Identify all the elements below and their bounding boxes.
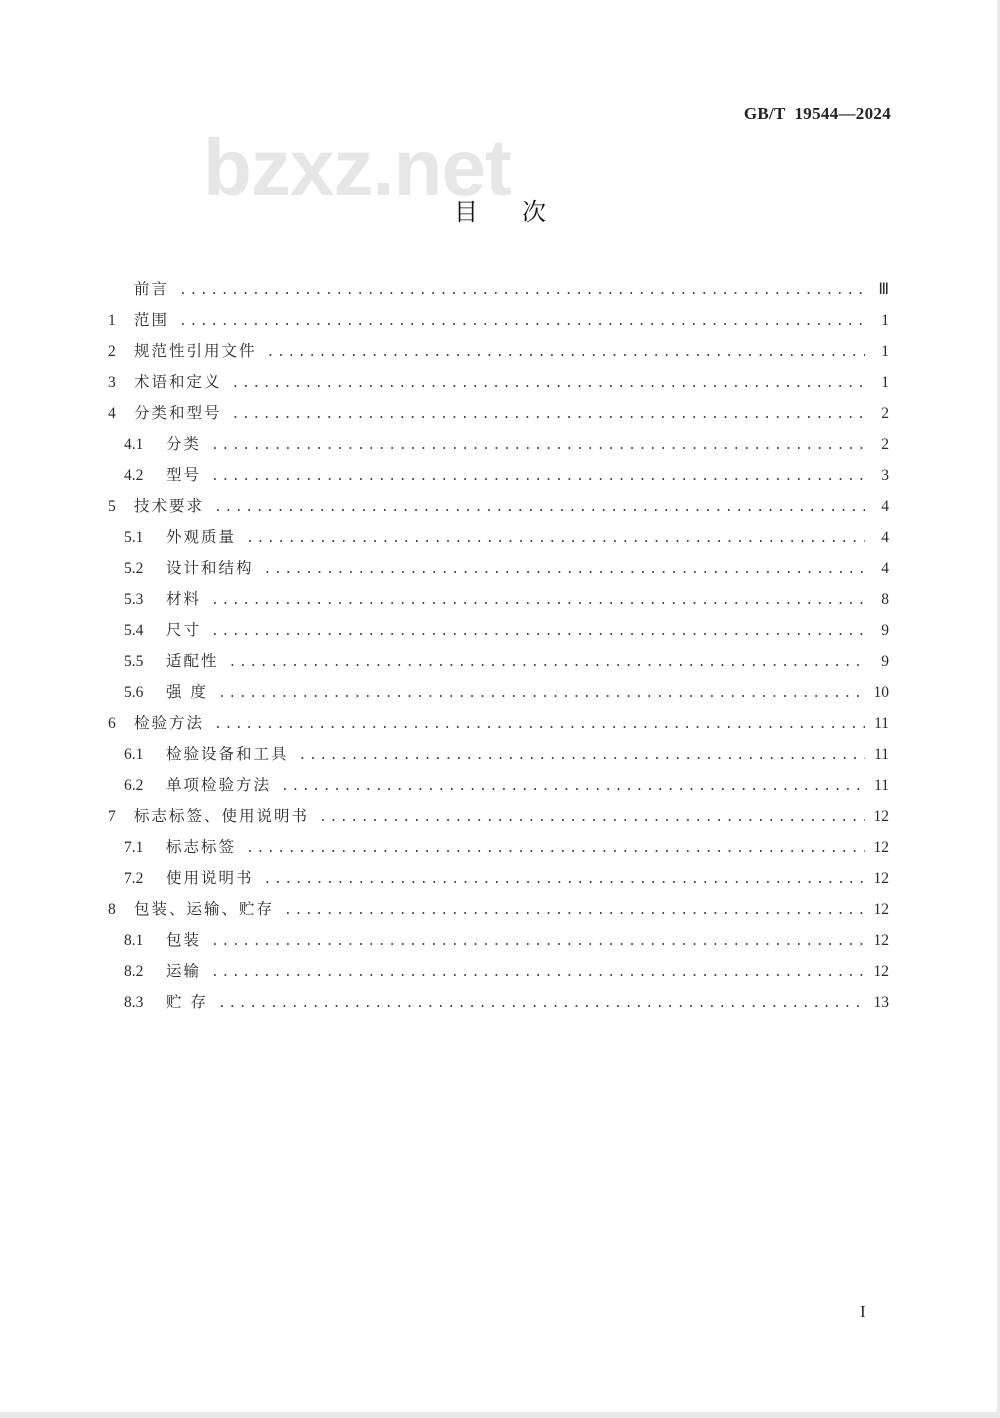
toc-entry-title: 外观质量: [166, 528, 237, 546]
table-of-contents: [108, 274, 889, 1018]
toc-entry-number: 2: [108, 343, 116, 360]
toc-entry[interactable]: [108, 460, 889, 491]
toc-entry-title: 标志标签: [166, 838, 237, 856]
toc-entry-title: 设计和结构: [166, 559, 254, 577]
toc-entry-number: 8.1: [124, 932, 144, 949]
toc-entry[interactable]: [108, 274, 889, 305]
toc-entry-number: 5.1: [124, 529, 144, 546]
toc-leader-dots: [229, 647, 865, 678]
toc-entry[interactable]: [108, 646, 889, 677]
toc-entry-page: 9: [881, 622, 889, 639]
toc-entry-page: 3: [881, 467, 889, 484]
toc-entry[interactable]: [108, 398, 889, 429]
toc-entry[interactable]: [108, 336, 889, 367]
toc-entry-page: 12: [873, 901, 889, 918]
toc-entry-title: 检验方法: [134, 714, 205, 732]
toc-entry[interactable]: [108, 925, 889, 956]
toc-entry-title: 贮 存: [166, 993, 208, 1011]
toc-leader-dots: [264, 554, 865, 585]
toc-entry-title: 前言: [134, 280, 170, 298]
toc-leader-dots: [211, 461, 865, 492]
toc-entry-page: 11: [874, 777, 889, 794]
toc-entry-title: 范围: [134, 311, 170, 329]
toc-entry-page: 12: [873, 932, 889, 949]
toc-entry-page: 1: [881, 374, 889, 391]
toc-entry-number: 6.2: [124, 777, 144, 794]
toc-entry-title: 尺寸: [166, 621, 202, 639]
toc-entry-title: 技术要求: [134, 497, 205, 515]
toc-entry-number: 5.5: [124, 653, 144, 670]
toc-leader-dots: [246, 523, 865, 554]
toc-entry[interactable]: [108, 894, 889, 925]
toc-entry-title: 分类: [166, 435, 202, 453]
toc-entry-number: 6: [108, 715, 116, 732]
toc-entry-page: 1: [881, 343, 889, 360]
toc-entry-page: 4: [881, 529, 889, 546]
toc-entry[interactable]: [108, 615, 889, 646]
toc-entry[interactable]: [108, 429, 889, 460]
toc-entry-title: 分类和型号: [134, 404, 222, 422]
toc-entry-title: 包装: [166, 931, 202, 949]
toc-entry[interactable]: [108, 584, 889, 615]
toc-entry-title: 运输: [166, 962, 202, 980]
toc-entry-number: 7.2: [124, 870, 144, 887]
toc-entry-page: 9: [881, 653, 889, 670]
toc-leader-dots: [299, 740, 865, 771]
toc-entry-number: 8: [108, 901, 116, 918]
toc-entry-title: 标志标签、使用说明书: [134, 807, 310, 825]
toc-entry-title: 型号: [166, 466, 202, 484]
toc-leader-dots: [232, 399, 865, 430]
toc-entry-number: 4: [108, 405, 116, 422]
toc-entry[interactable]: [108, 367, 889, 398]
toc-entry[interactable]: [108, 739, 889, 770]
toc-entry-page: 12: [873, 963, 889, 980]
toc-entry-number: 5.3: [124, 591, 144, 608]
standard-code: GB/T 19544—2024: [743, 104, 891, 123]
toc-leader-dots: [218, 678, 865, 709]
toc-entry[interactable]: [108, 491, 889, 522]
toc-entry-title: 单项检验方法: [166, 776, 272, 794]
toc-entry-number: 7: [108, 808, 116, 825]
toc-entry[interactable]: [108, 677, 889, 708]
toc-leader-dots: [179, 306, 865, 337]
toc-leader-dots: [214, 709, 865, 740]
toc-leader-dots: [211, 926, 865, 957]
toc-entry-number: 3: [108, 374, 116, 391]
toc-entry[interactable]: [108, 863, 889, 894]
toc-entry-page: 12: [873, 808, 889, 825]
toc-leader-dots: [211, 616, 865, 647]
toc-entry-page: 12: [873, 839, 889, 856]
toc-entry[interactable]: [108, 956, 889, 987]
toc-entry-number: 8.2: [124, 963, 144, 980]
toc-entry-title: 使用说明书: [166, 869, 254, 887]
toc-entry-number: 4.1: [124, 436, 144, 453]
toc-leader-dots: [264, 864, 865, 895]
toc-leader-dots: [281, 771, 865, 802]
toc-leader-dots: [211, 585, 865, 616]
toc-leader-dots: [218, 988, 865, 1019]
toc-leader-dots: [211, 957, 865, 988]
toc-entry-page: 12: [873, 870, 889, 887]
toc-leader-dots: [267, 337, 865, 368]
toc-entry-number: 8.3: [124, 994, 144, 1011]
toc-entry[interactable]: [108, 305, 889, 336]
toc-leader-dots: [214, 492, 865, 523]
toc-entry-number: 4.2: [124, 467, 144, 484]
toc-leader-dots: [179, 275, 865, 306]
toc-entry-number: 1: [108, 312, 116, 329]
toc-entry-page: 2: [881, 405, 889, 422]
toc-leader-dots: [232, 368, 865, 399]
watermark: bzxz.net: [203, 123, 511, 212]
toc-entry[interactable]: [108, 832, 889, 863]
toc-entry[interactable]: [108, 770, 889, 801]
toc-entry-page: 11: [874, 715, 889, 732]
toc-entry[interactable]: [108, 553, 889, 584]
toc-entry-title: 材料: [166, 590, 202, 608]
toc-leader-dots: [319, 802, 865, 833]
toc-entry-title: 强 度: [166, 683, 208, 701]
toc-leader-dots: [211, 430, 865, 461]
toc-entry-page: 2: [881, 436, 889, 453]
toc-entry[interactable]: [108, 801, 889, 832]
toc-entry-number: 7.1: [124, 839, 144, 856]
toc-entry-page: 4: [881, 560, 889, 577]
toc-entry-number: 5.4: [124, 622, 144, 639]
toc-entry-title: 术语和定义: [134, 373, 222, 391]
toc-leader-dots: [246, 833, 865, 864]
page-title: 目次: [454, 198, 590, 226]
toc-entry-page: 11: [874, 746, 889, 763]
toc-entry-page: 4: [881, 498, 889, 515]
toc-entry-title: 适配性: [166, 652, 219, 670]
toc-entry-title: 包装、运输、贮存: [134, 900, 275, 918]
toc-entry-page: 8: [881, 591, 889, 608]
toc-entry-title: 检验设备和工具: [166, 745, 289, 763]
toc-entry-page: 13: [873, 994, 889, 1011]
toc-entry-page: 1: [881, 312, 889, 329]
toc-entry[interactable]: [108, 987, 889, 1018]
toc-leader-dots: [284, 895, 865, 926]
toc-entry-number: 5.2: [124, 560, 144, 577]
toc-entry-number: 6.1: [124, 746, 144, 763]
toc-entry-page: Ⅲ: [878, 281, 889, 298]
toc-entry[interactable]: [108, 708, 889, 739]
page-number: I: [860, 1302, 866, 1321]
toc-entry-number: 5.6: [124, 684, 144, 701]
toc-entry-page: 10: [873, 684, 889, 701]
toc-entry-number: 5: [108, 498, 116, 515]
toc-entry-title: 规范性引用文件: [134, 342, 257, 360]
toc-entry[interactable]: [108, 522, 889, 553]
